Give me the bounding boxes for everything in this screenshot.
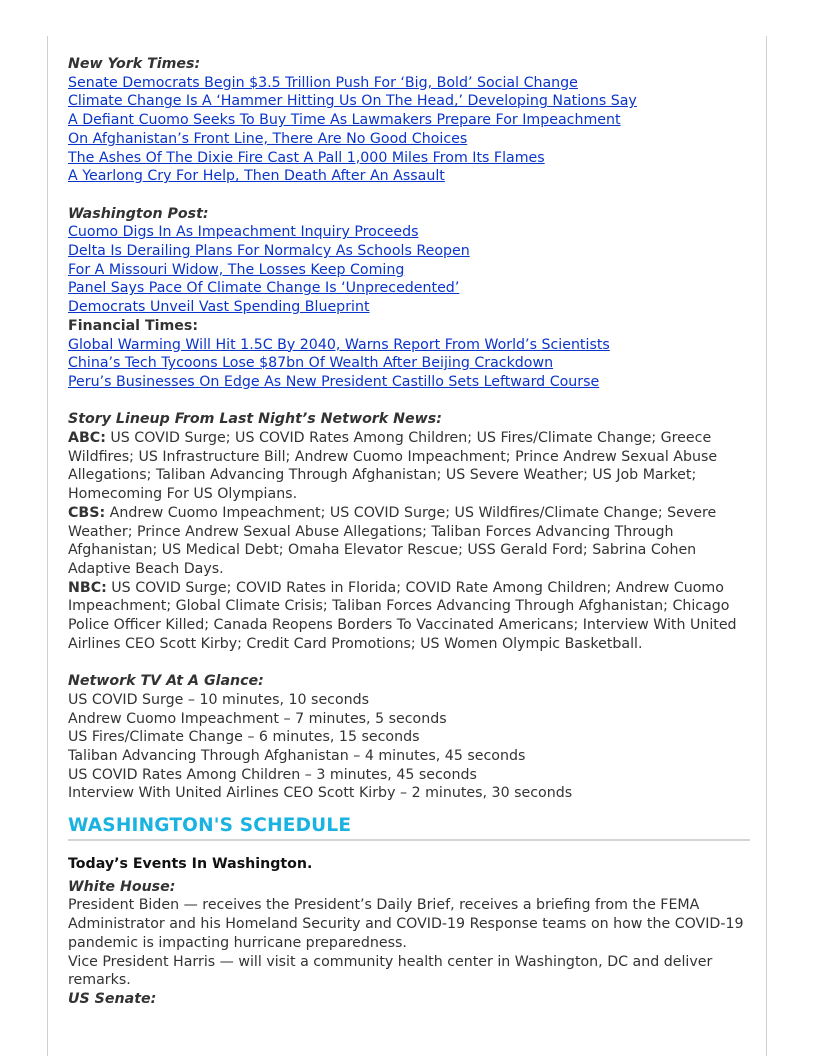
glance-item: Interview With United Airlines CEO Scott Kirby – 2 minutes, 30 seconds bbox=[68, 785, 573, 802]
spacer bbox=[68, 392, 750, 411]
glance-item: US COVID Rates Among Children – 3 minutes, 45 seconds bbox=[68, 766, 477, 783]
wapo-link[interactable]: Delta Is Derailing Plans For Normalcy As Schools Reopen bbox=[68, 243, 470, 260]
cbs-lineup bbox=[68, 504, 750, 579]
nyt-link[interactable]: On Afghanistan’s Front Line, There Are No Good Choices bbox=[68, 130, 468, 147]
white-house-heading: White House: bbox=[68, 878, 176, 895]
cbs-stories: Andrew Cuomo Impeachment; US COVID Surge; US Wildfires/Climate Change; Severe Weather; Prince Andrew Sexual Abuse Allegations; Taliban Forces Advancing Through Afghanistan; US Medical Debt; Omaha Elevator Rescue; USS Gerald Ford; Sabrina Cohen Adaptive Beach Days. bbox=[68, 504, 717, 577]
todays-events-heading: Today’s Events In Washington. bbox=[68, 856, 313, 873]
wapo-heading: Washington Post: bbox=[68, 205, 209, 222]
glance-item: US COVID Surge – 10 minutes, 10 seconds bbox=[68, 691, 370, 708]
lineup-heading: Story Lineup From Last Night’s Network News: bbox=[68, 411, 442, 428]
wapo-link[interactable]: Panel Says Pace Of Climate Change Is ‘Unprecedented’ bbox=[68, 280, 460, 297]
ft-link[interactable]: Global Warming Will Hit 1.5C By 2040, Warns Report From World’s Scientists bbox=[68, 336, 610, 353]
abc-stories: US COVID Surge; US COVID Rates Among Children; US Fires/Climate Change; Greece Wildfires; US Infrastructure Bill; Andrew Cuomo Impeachment; Prince Andrew Sexual Abuse Allegations; Taliban Advancing Through Afghanistan; US Severe Weather; US Job Market; Homecoming For US Olympians. bbox=[68, 430, 718, 503]
nbc-lineup bbox=[68, 579, 750, 654]
nyt-link[interactable]: A Yearlong Cry For Help, Then Death After An Assault bbox=[68, 168, 445, 185]
wapo-link[interactable]: For A Missouri Widow, The Losses Keep Coming bbox=[68, 261, 405, 278]
us-senate-heading: US Senate: bbox=[68, 991, 157, 1007]
cbs-label: CBS: bbox=[68, 504, 106, 521]
abc-lineup bbox=[68, 429, 750, 504]
ft-link[interactable]: China’s Tech Tycoons Lose $87bn Of Wealth After Beijing Crackdown bbox=[68, 355, 554, 372]
biden-schedule: President Biden — receives the President’s Daily Brief, receives a briefing from the FEMA Administrator and his Homeland Security and COVID-19 Response teams on how the COVID-19 pandemic is impacting hurricane preparedness. bbox=[68, 897, 744, 951]
nyt-link[interactable]: A Defiant Cuomo Seeks To Buy Time As Lawmakers Prepare For Impeachment bbox=[68, 112, 621, 129]
glance-heading: Network TV At A Glance: bbox=[68, 673, 264, 690]
wapo-link[interactable]: Democrats Unveil Vast Spending Blueprint bbox=[68, 299, 370, 316]
harris-schedule: Vice President Harris — will visit a community health center in Washington, DC and deliver remarks. bbox=[68, 953, 713, 989]
glance-item: Taliban Advancing Through Afghanistan – 4 minutes, 45 seconds bbox=[68, 747, 526, 764]
ft-link[interactable]: Peru’s Businesses On Edge As New President Castillo Sets Leftward Course bbox=[68, 373, 600, 390]
glance-item: US Fires/Climate Change – 6 minutes, 15 seconds bbox=[68, 729, 420, 746]
abc-label: ABC: bbox=[68, 430, 106, 447]
nbc-stories: US COVID Surge; COVID Rates in Florida; COVID Rate Among Children; Andrew Cuomo Impeachment; Global Climate Crisis; Taliban Forces Advancing Through Afghanistan; Chicago Police Officer Killed; Canada Reopens Borders To Vaccinated Americans; Interview With United Airlines CEO Scott Kirby; Credit Card Promotions; US Women Olympic Basketball. bbox=[68, 579, 737, 652]
glance-item: Andrew Cuomo Impeachment – 7 minutes, 5 seconds bbox=[68, 710, 447, 727]
section-title-washington-schedule: WASHINGTON'S SCHEDULE bbox=[68, 814, 750, 841]
ft-heading: Financial Times: bbox=[68, 317, 199, 334]
nyt-heading: New York Times: bbox=[68, 56, 201, 72]
nyt-link[interactable]: Climate Change Is A ‘Hammer Hitting Us On The Head,’ Developing Nations Say bbox=[68, 93, 637, 110]
nyt-link[interactable]: Senate Democrats Begin $3.5 Trillion Push For ‘Big, Bold’ Social Change bbox=[68, 74, 578, 91]
spacer bbox=[68, 186, 750, 205]
spacer bbox=[68, 653, 750, 672]
newsletter-content bbox=[68, 55, 750, 1009]
wapo-link[interactable]: Cuomo Digs In As Impeachment Inquiry Proceeds bbox=[68, 224, 419, 241]
nbc-label: NBC: bbox=[68, 579, 107, 596]
nyt-link[interactable]: The Ashes Of The Dixie Fire Cast A Pall 1,000 Miles From Its Flames bbox=[68, 149, 545, 166]
